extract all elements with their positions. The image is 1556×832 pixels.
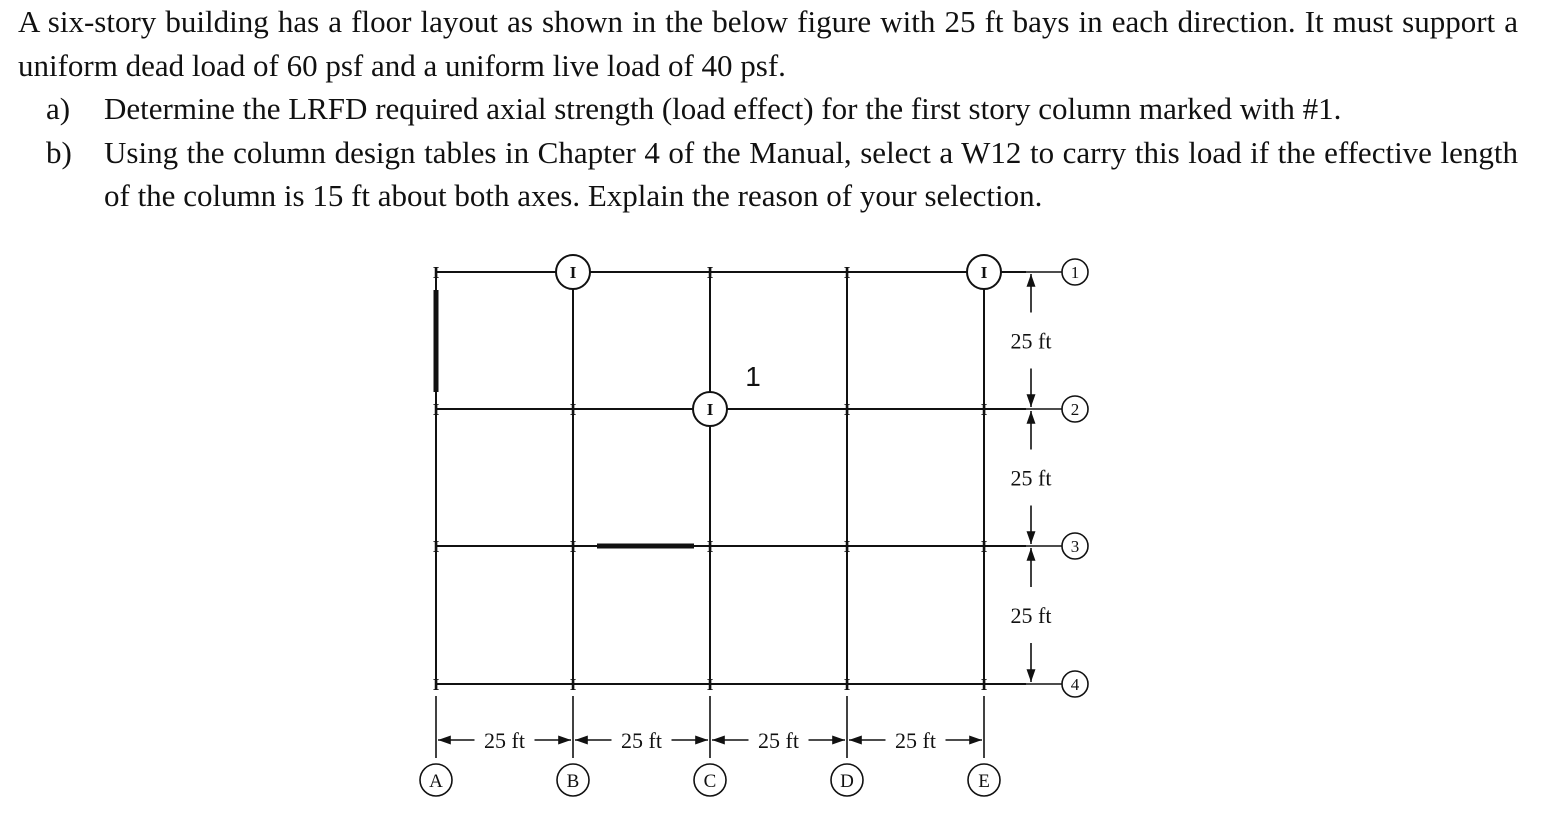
column-C3: I <box>706 537 714 556</box>
grid-label-4: 4 <box>1070 675 1080 694</box>
grid-label-A: A <box>429 771 443 792</box>
marked-column-label: 1 <box>745 361 761 392</box>
column-E3: I <box>980 537 988 556</box>
column-D1: I <box>843 263 851 282</box>
part-b-text: Using the column design tables in Chapter 4 of the Manual, select a W12 to carry this load if the effective length of the column is 15 ft about both axes. Explain the reason of your selection. <box>104 134 1518 213</box>
grid-label-1: 1 <box>1070 263 1080 282</box>
grid-label-3: 3 <box>1070 537 1080 556</box>
grid-label-B: B <box>566 771 580 792</box>
column-E4: I <box>980 675 988 694</box>
part-a-label: a) <box>46 91 71 126</box>
column-A4: I <box>432 675 440 694</box>
column-D2: I <box>843 400 851 419</box>
column-E2: I <box>980 400 988 419</box>
column-A2: I <box>432 400 440 419</box>
column-D3: I <box>843 537 851 556</box>
column-C4: I <box>706 675 714 694</box>
column-B1: I <box>569 263 577 282</box>
grid-label-2: 2 <box>1070 400 1080 419</box>
v-dimension-label: 25 ft <box>1010 465 1052 491</box>
h-dimension-label: 25 ft <box>621 728 662 753</box>
part-a-text: Determine the LRFD required axial strength (load effect) for the first story column marked with #1. <box>104 91 1342 126</box>
v-dimension-label: 25 ft <box>1010 328 1052 354</box>
beam-lines <box>436 272 1026 684</box>
column-A1: I <box>432 263 440 282</box>
grid-label-E: E <box>978 771 990 792</box>
column-B3: I <box>569 537 577 556</box>
column-B2: I <box>569 400 577 419</box>
column-D4: I <box>843 675 851 694</box>
column-C2: I <box>706 400 714 419</box>
column-C1: I <box>706 263 714 282</box>
problem-statement: A six-story building has a floor layout as shown in the below figure with 25 ft bays in each direction. It must support a uniform dead load of 60 psf and a uniform live load of 40 psf. <box>18 4 1518 83</box>
h-dimension-label: 25 ft <box>895 728 936 753</box>
v-dimension-label: 25 ft <box>1010 603 1052 628</box>
h-dimension-label: 25 ft <box>484 728 525 753</box>
grid-label-C: C <box>703 771 717 792</box>
column-E1: I <box>980 263 988 282</box>
h-dimension-label: 25 ft <box>758 728 799 753</box>
grid-label-D: D <box>840 771 854 792</box>
part-b-label: b) <box>46 134 72 170</box>
column-A3: I <box>432 537 440 556</box>
column-B4: I <box>569 675 577 694</box>
